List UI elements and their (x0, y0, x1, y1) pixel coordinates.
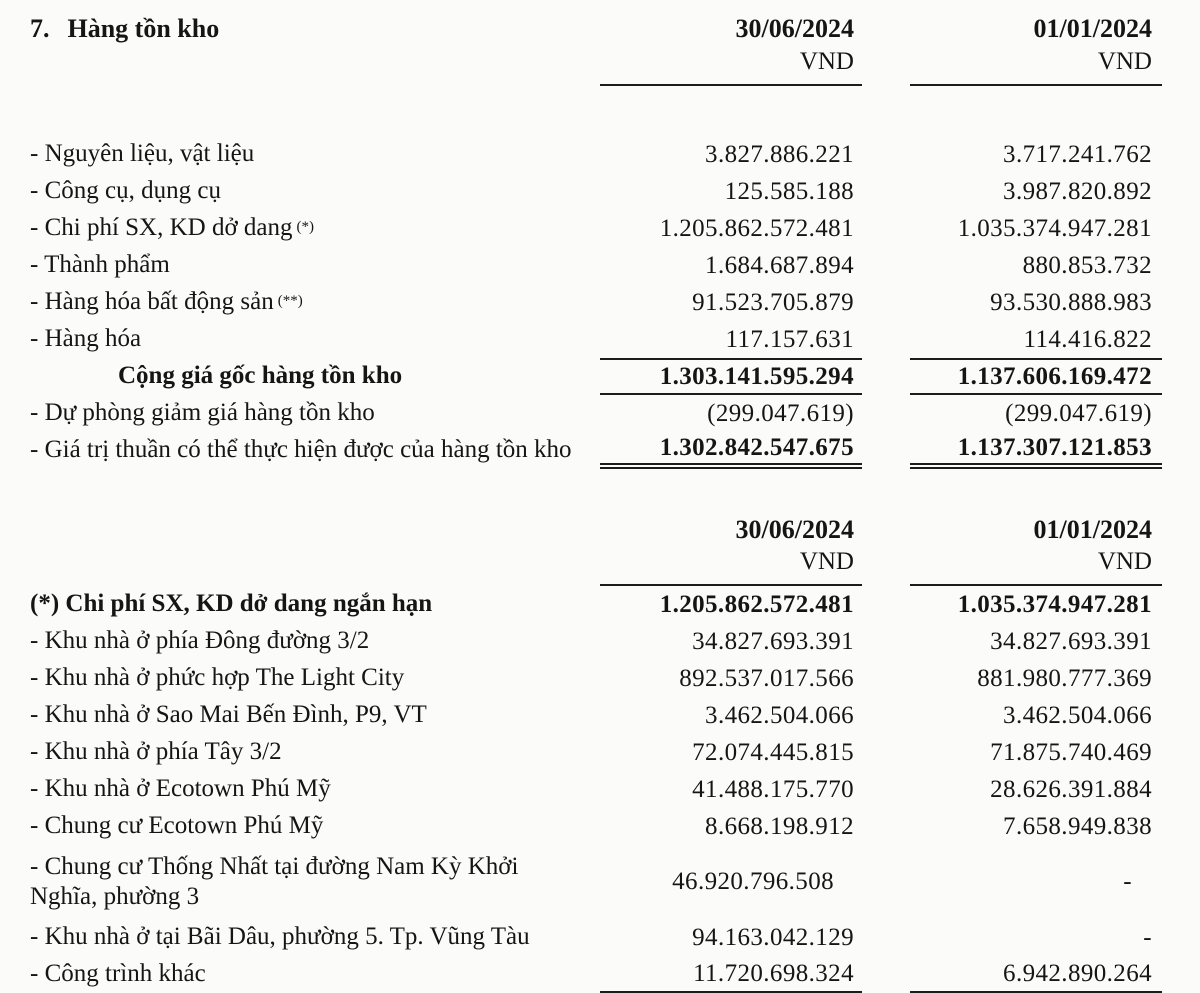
row-label: - Khu nhà ở Sao Mai Bến Đình, P9, VT (30, 701, 427, 729)
row-value-col1: 3.827.886.221 (705, 140, 854, 168)
row-label: - Khu nhà ở phía Tây 3/2 (30, 738, 282, 766)
table1-header-dates (0, 12, 1200, 46)
row-label: - Giá trị thuần có thể thực hiện được của hàng tồn kho (30, 436, 572, 464)
row-value-col1: 46.920.796.508 (672, 868, 834, 895)
row-value-col1: (299.047.619) (707, 399, 854, 427)
row-value-col1: 1.205.862.572.481 (659, 214, 854, 242)
spacer (0, 469, 1200, 513)
section-number: 7. (30, 14, 50, 44)
row-label: - Dự phòng giảm giá hàng tồn kho (30, 399, 375, 427)
row-value-col2: 1.137.606.169.472 (910, 358, 1162, 395)
section-title: Hàng tồn kho (67, 14, 220, 44)
table-row (0, 358, 1200, 395)
table-row (0, 697, 1200, 734)
row-value-col2: 880.853.732 (1022, 251, 1152, 279)
row-label: Cộng giá gốc hàng tồn kho (118, 362, 403, 390)
table-row (0, 284, 1200, 321)
row-value-col2: 3.462.504.066 (1003, 701, 1152, 729)
col2-date-header: 01/01/2024 (1033, 14, 1152, 43)
spacer (0, 86, 1200, 136)
row-value-col2: 93.530.888.983 (990, 288, 1152, 316)
col1-date-header: 30/06/2024 (735, 14, 854, 43)
row-value-col1: 125.585.188 (724, 177, 854, 205)
table-row (0, 136, 1200, 173)
col1-unit-label: VND (600, 46, 862, 86)
table-row (0, 845, 1200, 919)
row-value-col2: 7.658.949.838 (1003, 812, 1152, 840)
row-value-col2: 881.980.777.369 (977, 664, 1152, 692)
section-heading (0, 12, 600, 46)
row-label: - Công trình khác (30, 960, 206, 988)
row-label: - Nguyên liệu, vật liệu (30, 140, 255, 168)
row-label: - Khu nhà ở phức hợp The Light City (30, 664, 405, 692)
row-label: - Thành phẩm (30, 251, 170, 279)
table2-col1-unit-label: VND (600, 546, 862, 586)
table-row (0, 808, 1200, 845)
row-value-col2: 1.035.374.947.281 (957, 590, 1152, 618)
row-value-col2: (299.047.619) (1005, 399, 1152, 427)
row-label: - Chung cư Thống Nhất tại đường Nam Kỳ Khởi Nghĩa, phường 3 (30, 852, 519, 910)
row-value-col2: - (1123, 868, 1132, 895)
row-value-col2: 3.717.241.762 (1003, 140, 1152, 168)
row-value-col1: 1.684.687.894 (705, 251, 854, 279)
row-value-col1: 34.827.693.391 (692, 627, 854, 655)
table-row (0, 321, 1200, 358)
table2-header-units (0, 546, 1200, 586)
table-row (0, 210, 1200, 247)
row-value-col1: 72.074.445.815 (692, 738, 854, 766)
table-row (0, 173, 1200, 210)
table-row (0, 660, 1200, 697)
row-value-col1: 1.205.862.572.481 (659, 590, 854, 618)
table2-col1-date-header: 30/06/2024 (735, 514, 854, 544)
inventory-summary-table (0, 136, 1200, 469)
col2-unit-label: VND (910, 46, 1162, 86)
row-value-col1: 117.157.631 (725, 325, 854, 353)
table-row (0, 586, 1200, 623)
row-label: - Khu nhà ở Ecotown Phú Mỹ (30, 775, 331, 803)
row-value-col1: 94.163.042.129 (692, 923, 854, 951)
row-label: - Hàng hóa bất động sản (**) (30, 288, 303, 316)
row-value-col2: 114.416.822 (1023, 325, 1152, 353)
row-value-col1: 1.303.141.595.294 (600, 358, 862, 395)
row-value-col2: 1.035.374.947.281 (957, 214, 1152, 242)
row-value-col2: 6.942.890.264 (910, 956, 1162, 993)
table-row (0, 771, 1200, 808)
table2-header-dates (0, 513, 1200, 546)
row-value-col2: 71.875.740.469 (990, 738, 1152, 766)
table2-col2-unit-label: VND (910, 546, 1162, 586)
row-value-col1: 41.488.175.770 (692, 775, 854, 803)
table2-col2-date-header: 01/01/2024 (1033, 514, 1152, 544)
row-value-col2: 1.137.307.121.853 (910, 432, 1162, 469)
table-row (0, 395, 1200, 432)
row-label: - Công cụ, dụng cụ (30, 177, 221, 205)
table-row (0, 623, 1200, 660)
row-value-col2: 3.987.820.892 (1003, 177, 1152, 205)
table-row (0, 432, 1200, 469)
row-value-col2: 28.626.391.884 (990, 775, 1152, 803)
table-row (0, 247, 1200, 284)
table-row (0, 734, 1200, 771)
row-value-col1: 892.537.017.566 (679, 664, 854, 692)
row-label: - Khu nhà ở tại Bãi Dâu, phường 5. Tp. Vũng Tàu (30, 923, 530, 951)
row-label: - Chung cư Ecotown Phú Mỹ (30, 812, 324, 840)
row-value-col1: 11.720.698.324 (600, 956, 862, 993)
table-row (0, 919, 1200, 956)
table-row (0, 956, 1200, 993)
table1-header-units (0, 46, 1200, 86)
row-label: - Chi phí SX, KD dở dang (*) (30, 214, 315, 242)
row-label: - Hàng hóa (30, 325, 142, 353)
row-label: (*) Chi phí SX, KD dở dang ngắn hạn (30, 590, 433, 618)
row-value-col2: 34.827.693.391 (990, 627, 1152, 655)
wip-breakdown-table (0, 586, 1200, 993)
row-value-col2: - (1143, 923, 1152, 951)
row-value-col1: 1.302.842.547.675 (600, 432, 862, 469)
row-value-col1: 8.668.198.912 (705, 812, 854, 840)
column-gap (862, 12, 910, 46)
row-label: - Khu nhà ở phía Đông đường 3/2 (30, 627, 370, 655)
row-value-col1: 91.523.705.879 (692, 288, 854, 316)
row-value-col1: 3.462.504.066 (705, 701, 854, 729)
